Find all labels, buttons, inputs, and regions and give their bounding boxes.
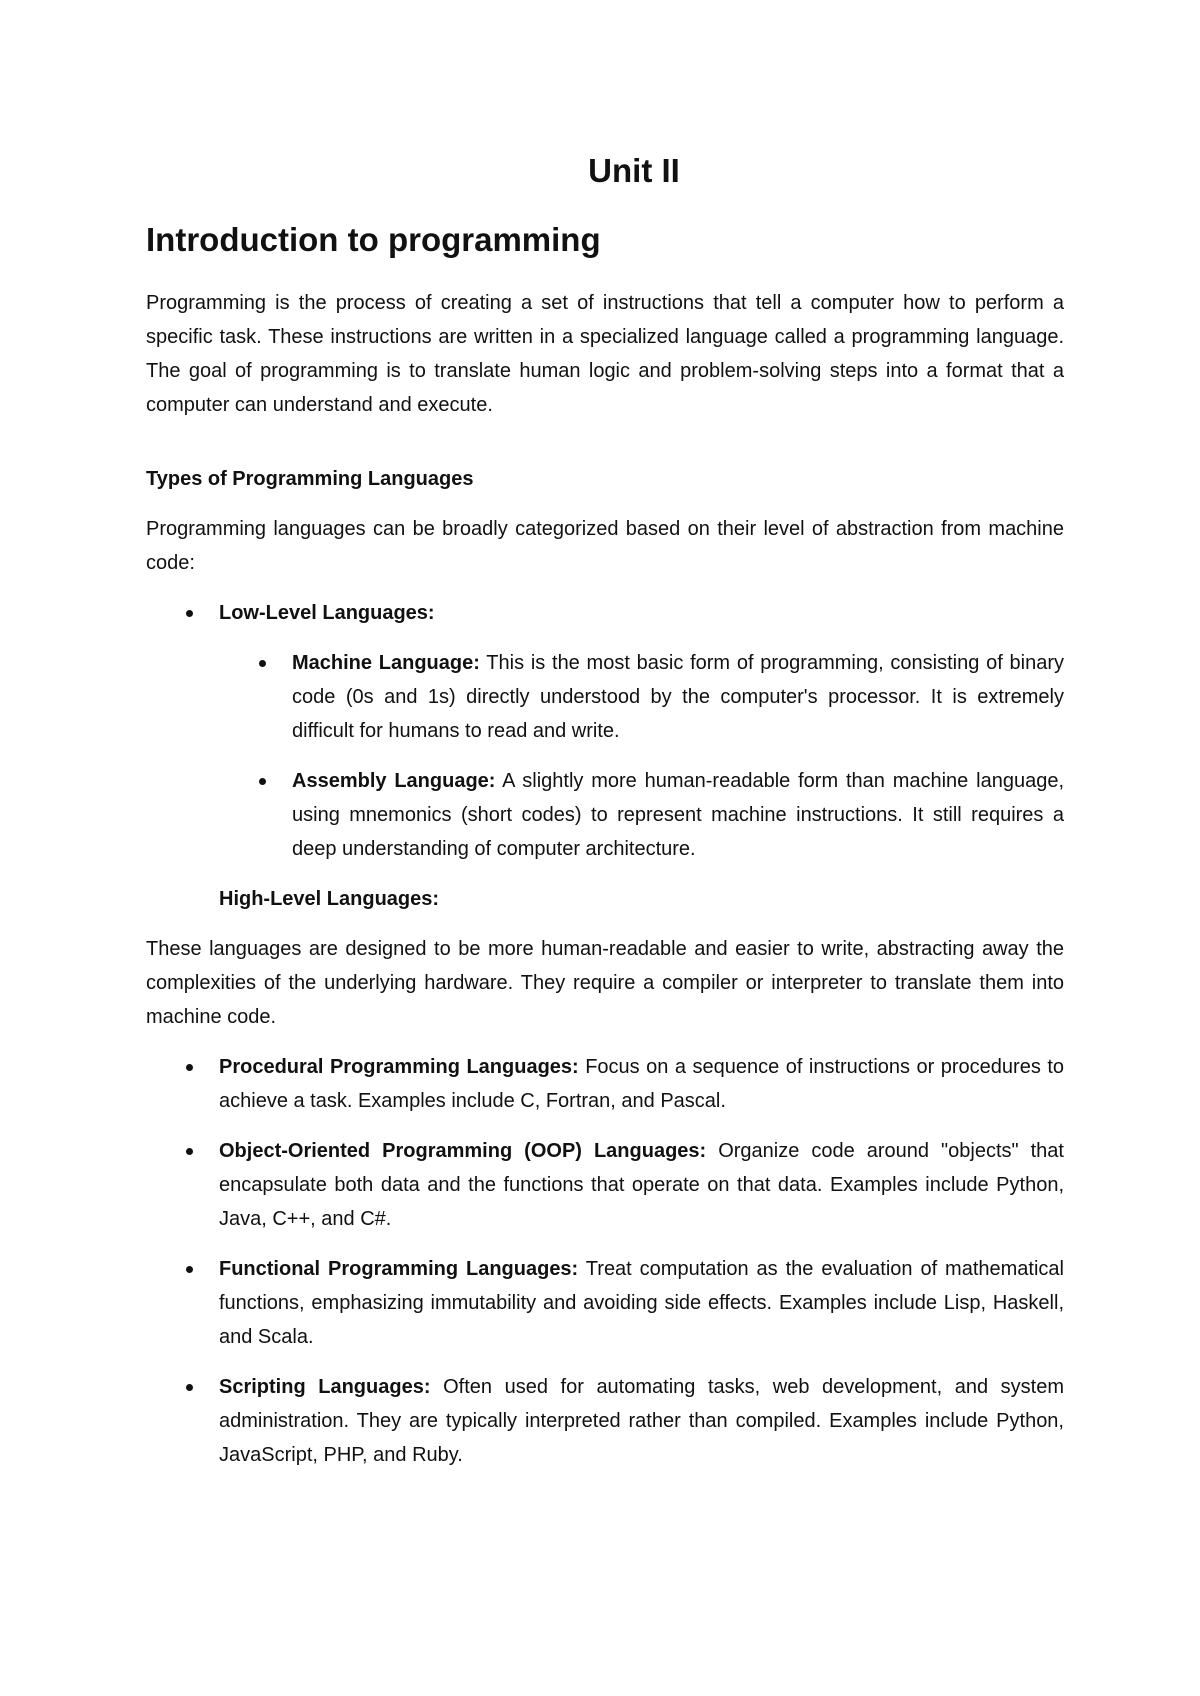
list-item	[146, 1252, 1064, 1354]
bullet-icon	[186, 1148, 193, 1155]
low-level-heading: Low-Level Languages:	[219, 602, 435, 624]
low-level-sublist	[219, 646, 1064, 866]
list-item	[219, 764, 1064, 866]
term-oop: Object-Oriented Programming (OOP) Languages:	[219, 1140, 707, 1162]
section-title: Introduction to programming	[146, 221, 601, 258]
term-procedural: Procedural Programming Languages:	[219, 1056, 579, 1078]
desc-procedural: Focus on a sequence of instructions or procedures to achieve a task. Examples include C, Fortran, and Pascal.	[219, 1056, 1065, 1112]
term-functional: Functional Programming Languages:	[219, 1258, 579, 1280]
types-paragraph: Programming languages can be broadly categorized based on their level of abstraction from machine code:	[146, 518, 1064, 574]
bullet-icon	[186, 610, 193, 617]
desc-functional: Treat computation as the evaluation of mathematical functions, emphasizing immutability and avoiding side effects. Examples include Lisp, Haskell, and Scala.	[219, 1258, 1064, 1348]
types-heading: Types of Programming Languages	[146, 468, 474, 490]
list-item	[146, 1370, 1064, 1472]
bullet-icon	[186, 1064, 193, 1071]
high-level-heading: High-Level Languages:	[219, 888, 440, 910]
term-scripting: Scripting Languages:	[219, 1376, 431, 1398]
desc-assembly-language: A slightly more human-readable form than machine language, using mnemonics (short codes) to represent machine instructions. It still requires a deep understanding of computer architecture.	[292, 770, 1064, 860]
term-assembly-language: Assembly Language:	[292, 770, 496, 792]
term-machine-language: Machine Language:	[292, 652, 480, 674]
low-level-item	[146, 596, 1064, 866]
list-item	[219, 646, 1064, 748]
bullet-icon	[186, 1384, 193, 1391]
document-content	[146, 150, 1064, 1472]
desc-machine-language: This is the most basic form of programming, consisting of binary code (0s and 1s) directly understood by the computer's processor. It is extremely difficult for humans to read and write.	[292, 652, 1064, 742]
bullet-icon	[186, 1266, 193, 1273]
low-level-list	[146, 596, 1064, 866]
high-level-description: These languages are designed to be more human-readable and easier to write, abstracting away the complexities of the underlying hardware. They require a compiler or interpreter to translate them into machine code.	[146, 938, 1064, 1028]
bullet-icon	[259, 778, 266, 785]
desc-oop: Organize code around "objects" that encapsulate both data and the functions that operate on that data. Examples include Python, Java, C++, and C#.	[219, 1140, 1064, 1230]
list-item	[146, 1050, 1064, 1118]
intro-paragraph: Programming is the process of creating a set of instructions that tell a computer how to perform a specific task. These instructions are written in a specialized language called a programming language. The goal of programming is to translate human logic and problem-solving steps into a format that a computer can understand and execute.	[146, 292, 1064, 416]
list-item	[146, 1134, 1064, 1236]
high-level-list	[146, 1050, 1064, 1472]
bullet-icon	[259, 660, 266, 667]
desc-scripting: Often used for automating tasks, web development, and system administration. They are typically interpreted rather than compiled. Examples include Python, JavaScript, PHP, and Ruby.	[219, 1376, 1064, 1466]
unit-title: Unit II	[588, 152, 680, 189]
